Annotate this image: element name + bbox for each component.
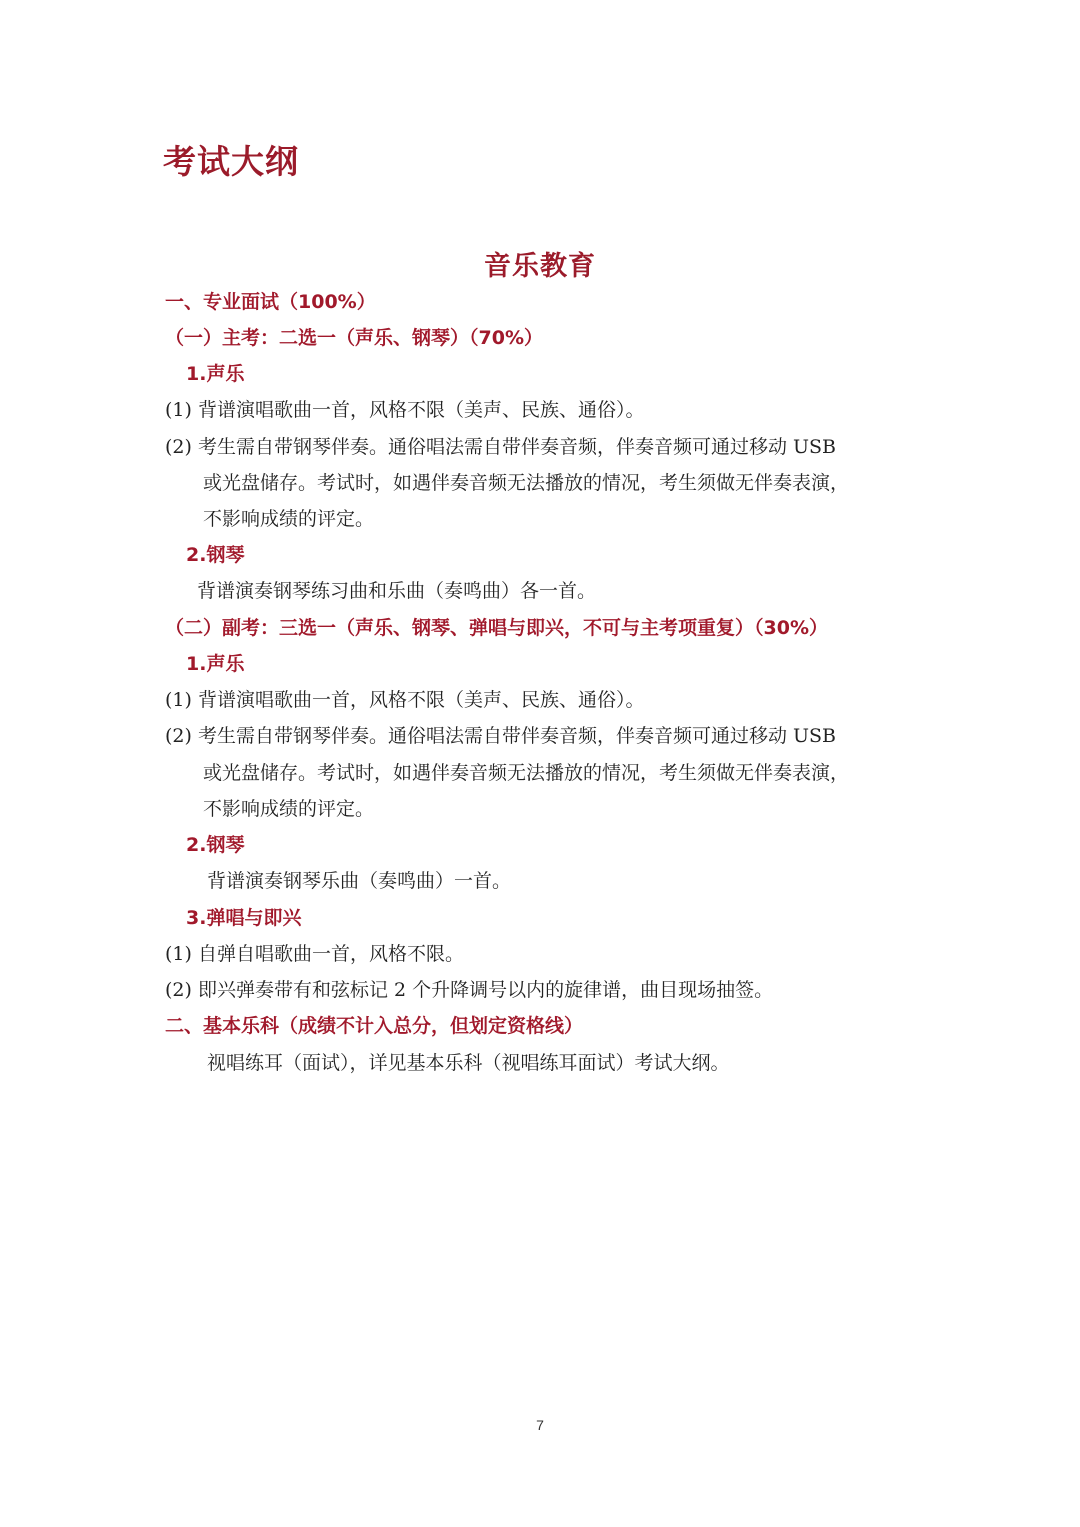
- item-heading-sing-and-improvise: 3.弹唱与即兴: [186, 907, 302, 929]
- paragraph-line: 视唱练耳（面试），详见基本乐科（视唱练耳面试）考试大纲。: [207, 1052, 730, 1074]
- item-heading-vocal: 1.声乐: [186, 653, 245, 675]
- paragraph-line: (1) 自弹自唱歌曲一首，风格不限。: [165, 943, 464, 965]
- paragraph-line: (1) 背谱演唱歌曲一首，风格不限（美声、民族、通俗）。: [165, 689, 645, 711]
- document-heading: 音乐教育: [484, 251, 596, 282]
- paragraph-line: 或光盘储存。考试时，如遇伴奏音频无法播放的情况，考生须做无伴奏表演，: [203, 472, 850, 494]
- paragraph-line: 或光盘储存。考试时，如遇伴奏音频无法播放的情况，考生须做无伴奏表演，: [203, 762, 850, 784]
- paragraph-line: (1) 背谱演唱歌曲一首，风格不限（美声、民族、通俗）。: [165, 399, 645, 421]
- item-heading-piano: 2.钢琴: [186, 544, 245, 566]
- paragraph-line: 不影响成绩的评定。: [203, 508, 375, 530]
- section-heading-basic-theory: 二、基本乐科（成绩不计入总分，但划定资格线）: [165, 1015, 584, 1037]
- section-heading-interview: 一、专业面试（100%）: [165, 291, 376, 313]
- page-number: 7: [536, 1417, 544, 1433]
- paragraph-line: (2) 考生需自带钢琴伴奏。通俗唱法需自带伴奏音频，伴奏音频可通过移动 USB: [165, 725, 836, 747]
- paragraph-line: (2) 考生需自带钢琴伴奏。通俗唱法需自带伴奏音频，伴奏音频可通过移动 USB: [165, 436, 836, 458]
- paragraph-line: (2) 即兴弹奏带有和弦标记 2 个升降调号以内的旋律谱，曲目现场抽签。: [165, 979, 774, 1001]
- paragraph-line: 背谱演奏钢琴乐曲（奏鸣曲）一首。: [207, 870, 512, 892]
- item-heading-piano: 2.钢琴: [186, 834, 245, 856]
- paragraph-line: 背谱演奏钢琴练习曲和乐曲（奏鸣曲）各一首。: [197, 580, 597, 602]
- item-heading-vocal: 1.声乐: [186, 363, 245, 385]
- page-title: 考试大纲: [163, 142, 299, 181]
- subsection-heading-main-exam: （一）主考：二选一（声乐、钢琴）（70%）: [165, 327, 543, 349]
- paragraph-line: 不影响成绩的评定。: [203, 798, 375, 820]
- subsection-heading-secondary-exam: （二）副考：三选一（声乐、钢琴、弹唱与即兴，不可与主考项重复）（30%）: [165, 617, 828, 639]
